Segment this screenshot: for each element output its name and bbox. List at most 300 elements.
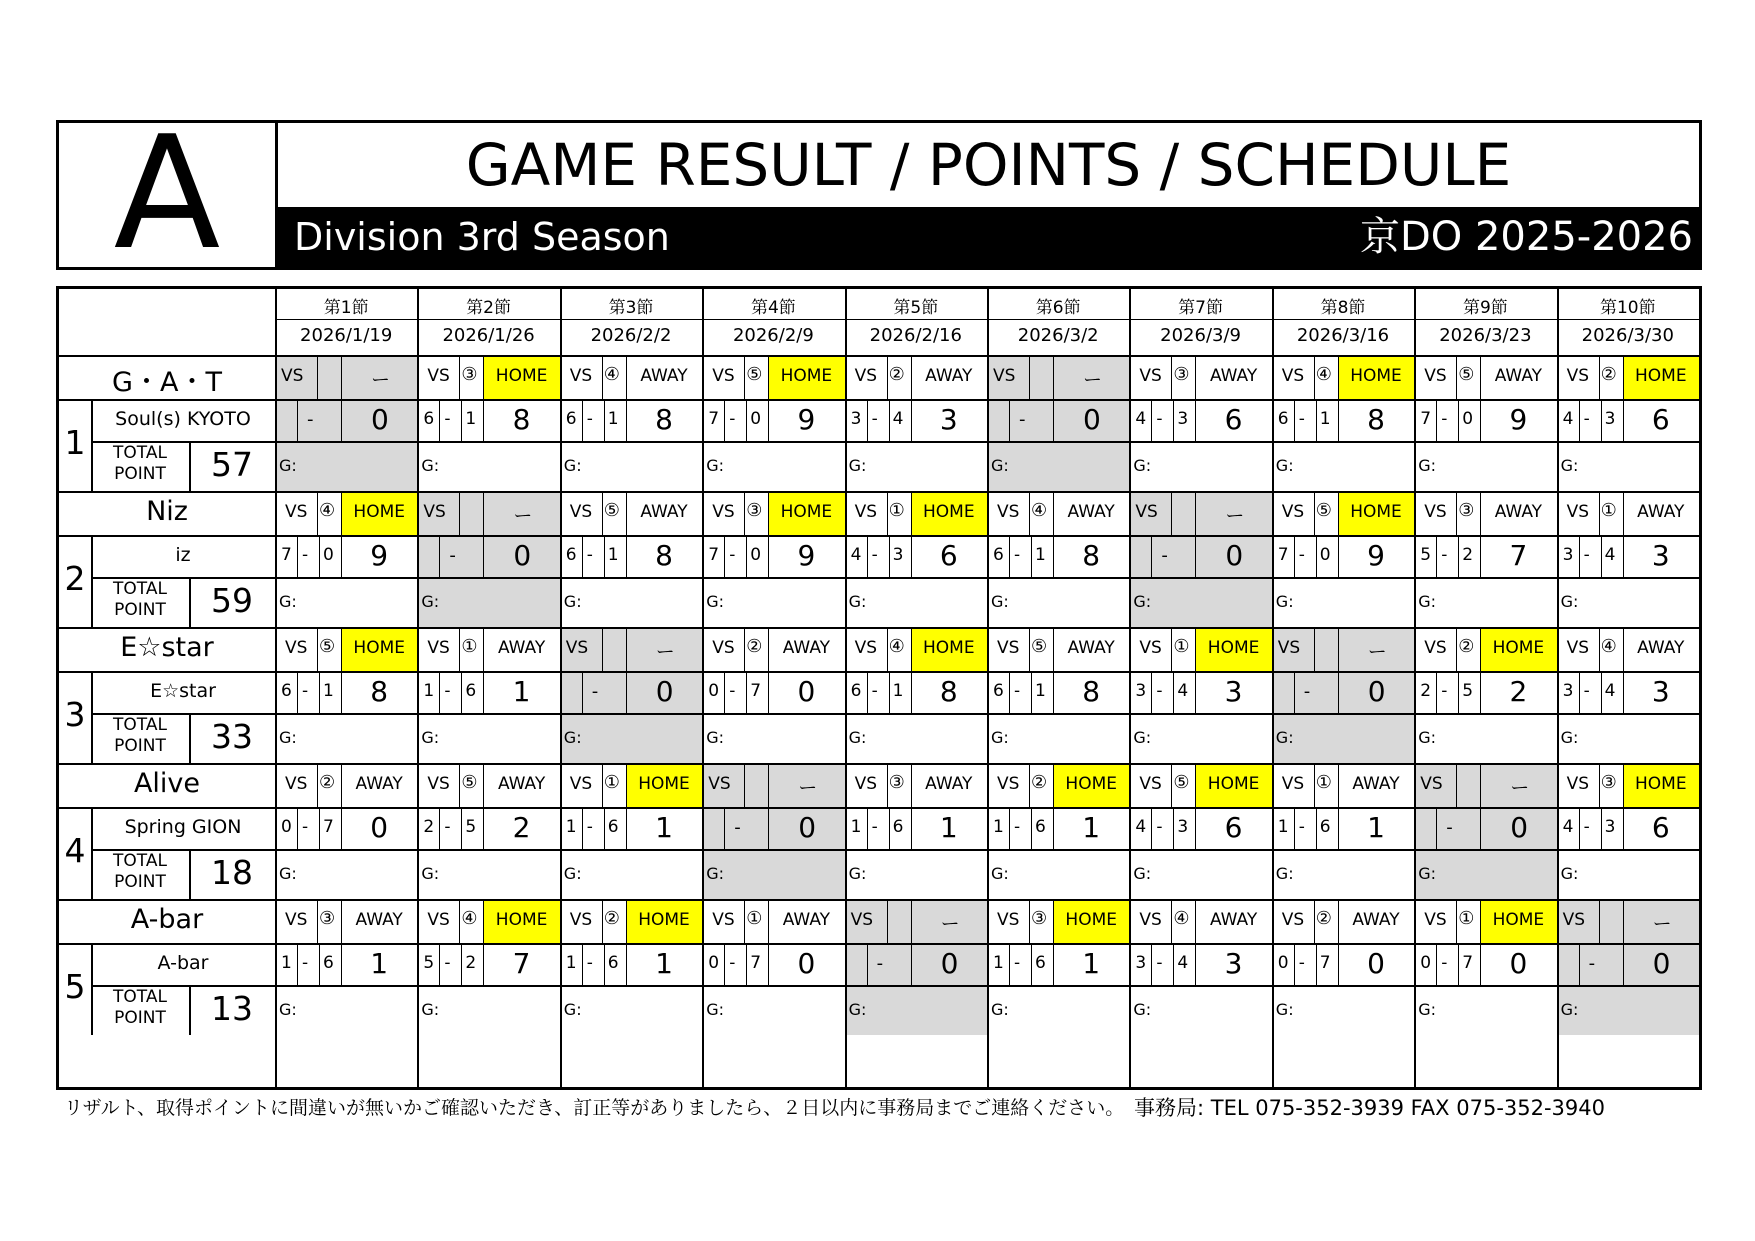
grid-line <box>1031 807 1032 849</box>
score-own: 0 <box>708 681 720 701</box>
score-dash: - <box>444 953 451 973</box>
score-dash: - <box>1298 953 1305 973</box>
grid-line <box>1053 355 1054 399</box>
player-name-cell <box>91 671 275 713</box>
grid-line <box>1623 355 1624 399</box>
player-name-cell <box>91 807 275 849</box>
grid-line <box>887 627 888 671</box>
grid-line <box>744 763 745 807</box>
score-opp: 7 <box>750 953 762 973</box>
grid-line <box>417 289 419 1089</box>
score-dash: - <box>871 409 878 429</box>
score-dash: - <box>1019 409 1026 430</box>
grid-line <box>1029 627 1030 671</box>
venue-label: HOME <box>1635 366 1687 386</box>
vs-label: VS <box>1135 502 1158 522</box>
score-opp: 5 <box>1462 681 1474 701</box>
game-points: 8 <box>512 403 531 436</box>
goal-label: G: <box>1275 728 1294 747</box>
grid-line <box>1480 355 1481 399</box>
goal-label: G: <box>1560 592 1579 611</box>
game-points: 0 <box>655 675 674 708</box>
score-dash: - <box>1441 681 1448 701</box>
grid-line <box>1314 355 1315 399</box>
grid-line <box>1171 627 1172 671</box>
opponent-number: ② <box>1600 364 1617 385</box>
venue-badge <box>911 627 987 671</box>
round-date-text: 2026/3/9 <box>1160 325 1241 346</box>
grid-line <box>911 943 912 985</box>
vs-label: VS <box>997 502 1020 522</box>
player-name: Spring GION <box>124 816 242 838</box>
grid-line <box>1031 671 1032 713</box>
player-name: Soul(s) KYOTO <box>115 408 251 430</box>
grid-line <box>744 491 745 535</box>
score-dash: - <box>591 681 599 702</box>
venue-label: AWAY <box>1352 910 1400 930</box>
grid-line <box>744 899 745 943</box>
opponent-number: ① <box>1315 772 1332 793</box>
venue-label: HOME <box>638 910 690 930</box>
score-own: 3 <box>1135 953 1147 973</box>
goal-label: G: <box>1133 592 1152 611</box>
grid-line <box>1601 399 1602 441</box>
venue-label: AWAY <box>925 366 973 386</box>
score-own: 4 <box>1135 409 1147 429</box>
game-points: 0 <box>1083 403 1101 436</box>
goal-label: G: <box>1275 864 1294 883</box>
total-label: TOTAL POINT <box>113 579 167 620</box>
grid-line <box>1579 671 1580 713</box>
venue-badge <box>626 355 702 399</box>
goal-cell <box>702 577 844 627</box>
team-rank: 5 <box>64 967 86 1006</box>
opponent-number: ④ <box>461 908 478 929</box>
goal-label: G: <box>421 728 440 747</box>
grid-line <box>911 399 912 441</box>
game-points: 8 <box>1082 675 1101 708</box>
opponent-number: ② <box>1458 636 1475 657</box>
grid-line <box>1623 535 1624 577</box>
goal-label: G: <box>1418 728 1436 747</box>
grid-line <box>1171 491 1172 535</box>
venue-label: HOME <box>1065 910 1117 930</box>
goal-label: G: <box>848 728 867 747</box>
game-points: 0 <box>1367 675 1386 708</box>
round-date <box>1129 319 1271 355</box>
game-points: 0 <box>1652 947 1671 980</box>
venue-badge <box>768 491 844 535</box>
score-dash: - <box>1441 409 1448 429</box>
venue-badge <box>626 899 702 943</box>
opponent-number: ① <box>746 908 763 929</box>
vs-label: VS <box>854 502 878 522</box>
venue-label: AWAY <box>782 910 831 930</box>
round-date-text: 2026/2/2 <box>590 325 672 346</box>
grid-line <box>1458 943 1459 985</box>
score-dash: - <box>1298 545 1305 565</box>
grid-line <box>867 807 868 849</box>
venue-label: AWAY <box>1209 366 1258 386</box>
round-date <box>560 319 702 355</box>
grid-line <box>1599 763 1600 807</box>
opponent-number: ④ <box>319 500 336 521</box>
game-points: 0 <box>798 811 817 844</box>
venue-label: AWAY <box>1637 638 1685 658</box>
grid-line <box>1623 763 1624 807</box>
venue-label: HOME <box>923 638 975 658</box>
opponent-number: ⑤ <box>319 636 336 657</box>
goal-cell <box>1272 849 1414 899</box>
opponent-number: ④ <box>1600 636 1617 657</box>
opponent-number: ⑤ <box>1173 772 1190 793</box>
grid-line <box>1456 627 1457 671</box>
score-own: 6 <box>993 545 1004 565</box>
venue-badge <box>1623 355 1699 399</box>
grid-line <box>1456 763 1457 807</box>
player-name-cell <box>91 535 275 577</box>
score-dash: - <box>302 681 309 701</box>
grid-line <box>626 535 627 577</box>
opponent-number: ② <box>1031 772 1048 793</box>
game-points: 0 <box>371 403 389 436</box>
score-opp: 6 <box>607 817 619 837</box>
grid-line <box>1031 535 1032 577</box>
game-points: 0 <box>1225 539 1244 572</box>
goal-cell <box>1557 577 1699 627</box>
grid-line <box>1316 943 1317 985</box>
goal-cell <box>275 713 417 763</box>
score-own: 2 <box>1420 681 1432 701</box>
grid-line <box>297 535 298 577</box>
game-points: 3 <box>1651 675 1670 708</box>
game-points: 9 <box>797 403 816 436</box>
grid-line <box>91 807 93 899</box>
venue-label: AWAY <box>497 774 546 794</box>
grid-line <box>91 441 275 443</box>
score-own: 1 <box>281 953 292 973</box>
grid-line <box>887 491 888 535</box>
grid-line <box>439 671 440 713</box>
grid-line <box>1151 399 1152 441</box>
grid-line <box>1294 399 1295 441</box>
total-points: 33 <box>211 717 253 756</box>
grid-line <box>1294 943 1295 985</box>
round-date <box>1557 319 1699 355</box>
opponent-number: ⑤ <box>603 500 620 521</box>
player-name: A-bar <box>157 952 209 974</box>
score-dash: - <box>729 681 736 701</box>
venue-label: HOME <box>1065 774 1117 794</box>
goal-cell <box>417 985 559 1035</box>
score-dash: - <box>729 545 736 565</box>
grid-line <box>1338 943 1339 985</box>
score-own: 6 <box>423 409 435 429</box>
grid-line <box>1173 671 1174 713</box>
opponent-number: ③ <box>1600 772 1617 793</box>
goal-label: G: <box>1418 1000 1436 1019</box>
score-dash: - <box>729 409 736 429</box>
grid-line <box>746 399 747 441</box>
round-date-text: 2026/3/23 <box>1439 325 1532 346</box>
venue-badge <box>911 491 987 535</box>
opponent-number: ⑤ <box>461 772 478 793</box>
venue-label: HOME <box>780 502 833 522</box>
score-dash: - <box>871 817 878 837</box>
goal-label: G: <box>1133 456 1152 475</box>
score-own: 2 <box>423 817 435 837</box>
grid-line <box>1579 943 1580 985</box>
score-own: 3 <box>1135 681 1147 701</box>
grid-line <box>297 399 298 441</box>
opponent-number: ⑤ <box>1458 364 1475 385</box>
grid-line <box>1436 807 1437 849</box>
venue-badge <box>1053 627 1129 671</box>
grid-line <box>1623 899 1624 943</box>
grid-line <box>189 441 191 491</box>
grid-line <box>1173 399 1174 441</box>
grid-line <box>867 671 868 713</box>
goal-label: G: <box>563 1000 582 1019</box>
grid-line <box>1623 491 1624 535</box>
game-points: 0 <box>797 675 816 708</box>
game-points: 1 <box>370 947 389 980</box>
grid-line <box>1294 671 1295 713</box>
score-opp: 1 <box>607 409 619 429</box>
grid-line <box>1195 399 1196 441</box>
grid-line <box>1031 943 1032 985</box>
grid-line <box>1272 289 1274 1089</box>
grid-line <box>1458 399 1459 441</box>
team-name-cell <box>59 627 275 671</box>
grid-line <box>483 627 484 671</box>
total-label-cell <box>91 849 189 899</box>
score-own: 6 <box>1277 409 1289 429</box>
score-own: 4 <box>1562 409 1574 429</box>
venue-label: AWAY <box>640 502 688 522</box>
vs-label: VS <box>423 502 446 522</box>
opponent-number: ④ <box>1315 364 1332 385</box>
grid-line <box>59 399 1699 401</box>
goal-label: G: <box>991 864 1009 883</box>
vs-label: VS <box>1420 774 1443 794</box>
goal-cell <box>845 577 987 627</box>
venue-label: AWAY <box>497 638 546 658</box>
goal-cell <box>1129 985 1271 1035</box>
grid-line <box>91 577 275 579</box>
goal-cell <box>275 441 417 491</box>
team-rank-cell <box>59 535 91 627</box>
opponent-number: ③ <box>888 772 905 793</box>
grid-line <box>1480 399 1481 441</box>
score-opp: 1 <box>465 409 477 429</box>
header-bar <box>278 207 1699 267</box>
venue-badge <box>1480 899 1556 943</box>
team-name-cell <box>59 355 275 399</box>
venue-badge <box>341 491 417 535</box>
score-opp: 7 <box>1462 953 1474 973</box>
grid-line <box>341 763 342 807</box>
grid-line <box>91 713 275 715</box>
score-opp: 6 <box>1035 953 1046 973</box>
grid-line <box>439 807 440 849</box>
score-dash: - <box>307 409 314 430</box>
vs-label: VS <box>1424 366 1447 386</box>
vs-label: VS <box>1281 502 1305 522</box>
footer-contact: 事務局: TEL 075-352-3939 FAX 075-352-3940 <box>1134 1096 1606 1120</box>
round-date-text: 2026/2/9 <box>732 325 814 346</box>
grid-line <box>1436 535 1437 577</box>
vs-label: VS <box>1566 502 1590 522</box>
game-points: 6 <box>939 539 958 572</box>
grid-line <box>341 807 342 849</box>
grid-line <box>1338 627 1339 671</box>
round-header <box>275 289 417 319</box>
venue-label: AWAY <box>355 774 403 794</box>
grid-line <box>1599 491 1600 535</box>
score-own: 4 <box>850 545 862 565</box>
grid-line <box>768 807 769 849</box>
grid-line <box>582 535 583 577</box>
score-own: 3 <box>1562 681 1574 701</box>
grid-line <box>439 399 440 441</box>
venue-label: HOME <box>1492 638 1545 658</box>
total-label-cell <box>91 577 189 627</box>
bye-vs-cell <box>1414 763 1556 807</box>
goal-cell <box>560 985 702 1035</box>
grid-line <box>1456 899 1457 943</box>
grid-line <box>582 943 583 985</box>
score-opp: 5 <box>465 817 477 837</box>
opponent-number: ② <box>746 636 763 657</box>
grid-line <box>91 849 275 851</box>
bye-mark: ー <box>655 641 675 663</box>
round-header <box>1557 289 1699 319</box>
round-date-text: 2026/1/26 <box>442 325 535 346</box>
goal-label: G: <box>279 456 297 475</box>
venue-label: AWAY <box>925 774 973 794</box>
goal-label: G: <box>706 1000 724 1019</box>
score-own: 4 <box>1135 817 1147 837</box>
team-name: G・A・T <box>112 367 222 398</box>
grid-line <box>626 943 627 985</box>
goal-label: G: <box>1133 1000 1152 1019</box>
score-opp: 3 <box>1177 409 1189 429</box>
grid-line <box>987 289 989 1089</box>
grid-line <box>724 671 725 713</box>
score-dash: - <box>586 953 593 973</box>
grid-line <box>189 985 191 1035</box>
game-points: 8 <box>655 539 673 572</box>
goal-label: G: <box>991 728 1009 747</box>
grid-line <box>1338 899 1339 943</box>
venue-badge <box>341 627 417 671</box>
team-rank-cell <box>59 399 91 491</box>
total-label: TOTAL POINT <box>113 851 167 892</box>
venue-label: HOME <box>1350 366 1402 386</box>
grid-line <box>59 491 1699 493</box>
venue-badge <box>1623 491 1699 535</box>
vs-label: VS <box>1566 366 1590 386</box>
score-opp: 3 <box>892 545 904 565</box>
round-name: 第8節 <box>1320 298 1366 318</box>
grid-line <box>341 355 342 399</box>
score-dash: - <box>1156 409 1163 429</box>
score-own: 1 <box>993 953 1004 973</box>
goal-cell <box>845 985 987 1035</box>
opponent-number: ② <box>319 772 336 793</box>
total-label-cell <box>91 441 189 491</box>
score-own: 1 <box>565 817 577 837</box>
opponent-number: ④ <box>1173 908 1190 929</box>
goal-cell <box>1414 713 1556 763</box>
score-dash: - <box>302 545 309 565</box>
score-own: 1 <box>993 817 1004 837</box>
grid-line <box>275 289 277 1089</box>
grid-line <box>483 535 484 577</box>
bye-vs-cell <box>702 763 844 807</box>
venue-badge <box>1623 627 1699 671</box>
venue-badge <box>1623 763 1699 807</box>
total-label-cell <box>91 713 189 763</box>
goal-cell <box>560 849 702 899</box>
grid-line <box>602 763 603 807</box>
grid-line <box>317 899 318 943</box>
score-dash: - <box>449 545 456 566</box>
grid-line <box>889 807 890 849</box>
grid-line <box>317 763 318 807</box>
score-opp: 1 <box>1035 681 1046 701</box>
grid-line <box>319 671 320 713</box>
vs-label: VS <box>285 502 308 522</box>
vs-label: VS <box>1281 774 1305 794</box>
goal-label: G: <box>1560 1000 1579 1019</box>
grid-line <box>602 899 603 943</box>
goal-label: G: <box>279 864 297 883</box>
grid-line <box>189 713 191 763</box>
vs-label: VS <box>850 910 874 930</box>
grid-line <box>189 849 191 899</box>
grid-line <box>1480 763 1481 807</box>
bye-vs-cell <box>275 355 417 399</box>
vs-label: VS <box>712 638 735 658</box>
round-name: 第1節 <box>323 298 369 318</box>
grid-line <box>1053 491 1054 535</box>
vs-label: VS <box>1139 366 1162 386</box>
grid-line <box>317 491 318 535</box>
game-points: 0 <box>797 947 816 980</box>
vs-label: VS <box>854 774 878 794</box>
score-opp: 1 <box>1035 545 1046 565</box>
team-rank-cell <box>59 943 91 1035</box>
vs-label: VS <box>1281 910 1305 930</box>
grid-line <box>1414 289 1416 1089</box>
venue-badge <box>1338 355 1414 399</box>
score-dash: - <box>1014 545 1021 565</box>
grid-line <box>1557 289 1559 1089</box>
venue-label: HOME <box>1492 910 1545 930</box>
round-date <box>702 319 844 355</box>
goal-label: G: <box>1418 592 1436 611</box>
score-dash: - <box>586 545 593 565</box>
grid-line <box>297 807 298 849</box>
grid-line <box>1009 671 1010 713</box>
game-points: 0 <box>513 539 532 572</box>
total-points-cell <box>189 849 275 899</box>
game-points: 0 <box>370 811 389 844</box>
score-dash: - <box>1583 409 1590 429</box>
venue-label: HOME <box>780 366 833 386</box>
